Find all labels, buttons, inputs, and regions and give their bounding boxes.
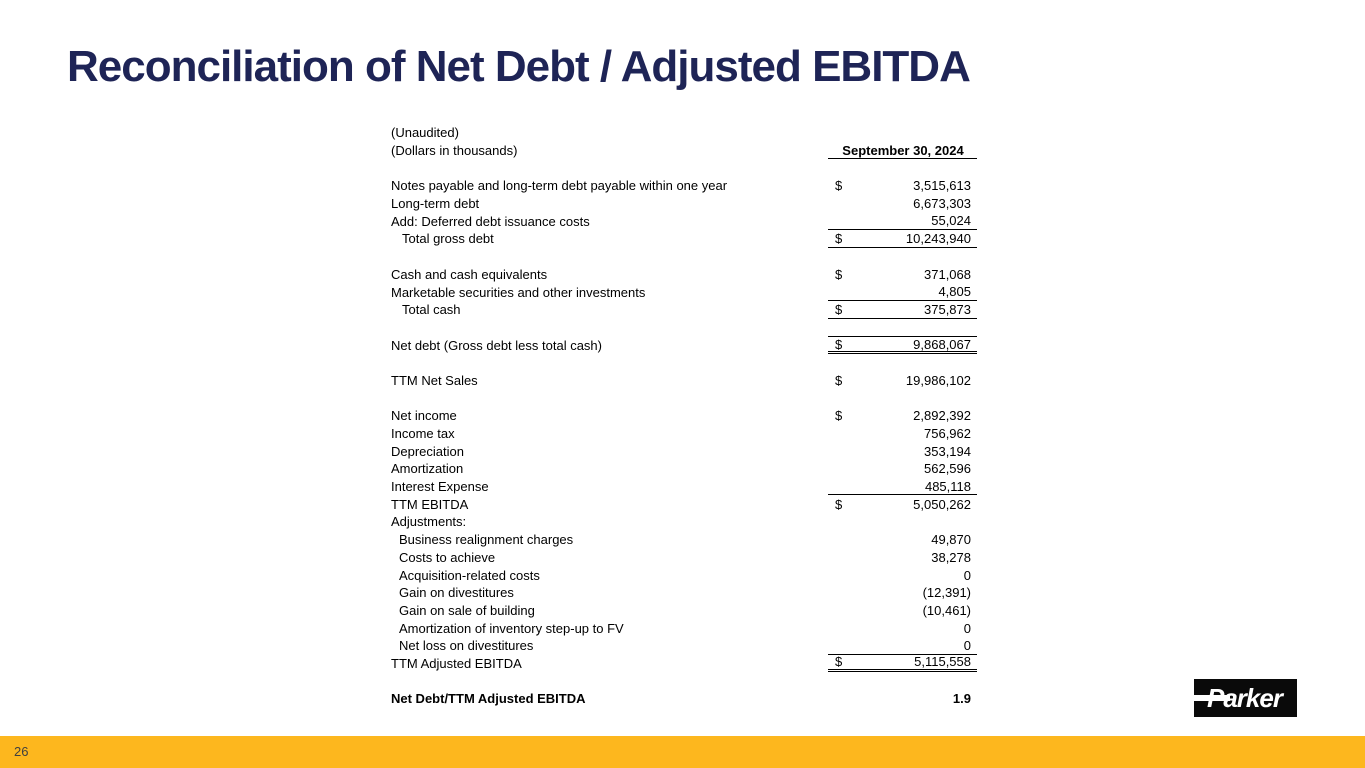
row-label: Total cash: [402, 302, 461, 318]
table-row: [391, 478, 977, 496]
row-label: Acquisition-related costs: [399, 567, 540, 583]
row-label: Net Debt/TTM Adjusted EBITDA: [391, 691, 586, 707]
table-row: [391, 460, 977, 478]
row-value-cell: [828, 637, 977, 655]
row-value-cell: [828, 212, 977, 230]
row-value-cell: [828, 177, 977, 195]
table-row: [391, 177, 977, 195]
dollar-sign: $: [835, 372, 843, 388]
row-value: 375,873: [924, 301, 971, 317]
parker-logo: [1194, 679, 1297, 717]
row-label: Business realignment charges: [399, 532, 574, 548]
row-label: Adjustments:: [391, 514, 467, 530]
row-value: 0: [963, 637, 971, 653]
row-label: Gain on sale of building: [399, 602, 535, 618]
row-label: Long-term debt: [391, 196, 480, 212]
row-label: Total gross debt: [402, 231, 494, 247]
footer-bar: [0, 736, 1365, 768]
table-row: [391, 495, 977, 513]
page-number: 26: [14, 744, 29, 759]
row-value: 19,986,102: [905, 372, 971, 388]
parker-logo-text: Parker: [1207, 683, 1282, 713]
table-spacer-row: [391, 672, 977, 690]
table-row: [391, 690, 977, 708]
row-value-cell: [828, 301, 977, 319]
reconciliation-table: [391, 124, 977, 708]
row-label: Depreciation: [391, 443, 464, 459]
table-row: [391, 566, 977, 584]
row-value: 353,194: [924, 443, 971, 459]
row-value-cell: [828, 531, 977, 549]
table-row: [391, 142, 977, 160]
row-value-cell: [828, 566, 977, 584]
table-spacer-row: [391, 248, 977, 266]
row-value: 756,962: [924, 426, 971, 442]
row-value-cell: [828, 690, 977, 708]
row-value: 10,243,940: [905, 230, 971, 246]
row-value: (10,461): [922, 602, 971, 618]
table-row: [391, 212, 977, 230]
row-value: 371,068: [924, 266, 971, 282]
row-value-cell: [828, 283, 977, 301]
page-title: Reconciliation of Net Debt / Adjusted EBITDA: [67, 42, 970, 91]
table-row: [391, 195, 977, 213]
dollar-sign: $: [835, 230, 843, 246]
row-label: (Dollars in thousands): [391, 143, 518, 159]
table-row: [391, 283, 977, 301]
row-value-cell: [828, 460, 977, 478]
row-label: Gain on divestitures: [399, 585, 514, 601]
dollar-sign: $: [835, 178, 843, 194]
row-value: 562,596: [924, 461, 971, 477]
table-row: [391, 124, 977, 142]
table-row: [391, 637, 977, 655]
row-value: 485,118: [924, 478, 971, 494]
table-row: [391, 584, 977, 602]
row-label: TTM Adjusted EBITDA: [391, 655, 522, 671]
row-value-cell: [828, 549, 977, 567]
row-value-cell: [828, 619, 977, 637]
row-label: Cash and cash equivalents: [391, 266, 548, 282]
table-spacer-row: [391, 389, 977, 407]
row-label: Costs to achieve: [399, 549, 496, 565]
row-value: 0: [963, 567, 971, 583]
row-value-cell: [828, 230, 977, 248]
table-spacer-row: [391, 319, 977, 337]
row-value: 49,870: [931, 532, 971, 548]
row-value: 5,050,262: [913, 496, 971, 512]
column-header: September 30, 2024: [828, 142, 977, 160]
row-label: TTM EBITDA: [391, 496, 469, 512]
dollar-sign: $: [835, 266, 843, 282]
dollar-sign: $: [835, 496, 843, 512]
row-value-cell: [828, 478, 977, 496]
row-value: 1.9: [952, 691, 971, 707]
row-value-cell: [828, 124, 977, 142]
row-value: 9,868,067: [913, 336, 971, 352]
row-value: 38,278: [931, 549, 971, 565]
dollar-sign: $: [835, 336, 843, 352]
dollar-sign: $: [835, 301, 843, 317]
row-value-cell: [828, 407, 977, 425]
row-label: Net income: [391, 408, 457, 424]
table-row: [391, 301, 977, 319]
table-row: [391, 513, 977, 531]
row-value: 3,515,613: [913, 178, 971, 194]
table-row: [391, 230, 977, 248]
row-value: 2,892,392: [913, 408, 971, 424]
row-value: 55,024: [931, 213, 971, 229]
row-value-cell: [828, 513, 977, 531]
row-value-cell: [828, 266, 977, 284]
row-label: Net loss on divestitures: [399, 638, 534, 654]
table-row: [391, 407, 977, 425]
row-label: Amortization of inventory step-up to FV: [399, 620, 624, 636]
row-value: 4,805: [938, 284, 971, 300]
table-row: [391, 619, 977, 637]
row-label: Income tax: [391, 426, 455, 442]
dollar-sign: $: [835, 408, 843, 424]
row-label: Marketable securities and other investments: [391, 284, 646, 300]
row-label: Interest Expense: [391, 479, 489, 495]
row-value-cell: [828, 195, 977, 213]
row-label: Add: Deferred debt issuance costs: [391, 213, 590, 229]
row-value-cell: [828, 442, 977, 460]
table-spacer-row: [391, 159, 977, 177]
row-value: 0: [963, 620, 971, 636]
table-row: [391, 372, 977, 390]
dollar-sign: $: [835, 654, 843, 670]
table-row: [391, 442, 977, 460]
row-value-cell: [828, 372, 977, 390]
row-value: 5,115,558: [914, 654, 971, 670]
table-row: [391, 531, 977, 549]
table-row: [391, 655, 977, 673]
table-row: [391, 602, 977, 620]
row-value: (12,391): [922, 585, 971, 601]
table-row: [391, 549, 977, 567]
row-value-cell: [828, 655, 977, 673]
row-value-cell: [828, 425, 977, 443]
table-row: [391, 425, 977, 443]
row-label: Notes payable and long-term debt payable within one year: [391, 178, 728, 194]
table-row: [391, 336, 977, 354]
row-label: Net debt (Gross debt less total cash): [391, 337, 602, 353]
row-label: (Unaudited): [391, 125, 459, 141]
table-spacer-row: [391, 354, 977, 372]
row-value-cell: [828, 495, 977, 513]
row-value-cell: [828, 602, 977, 620]
row-value: 6,673,303: [913, 196, 971, 212]
row-label: Amortization: [391, 461, 464, 477]
row-label: TTM Net Sales: [391, 372, 478, 388]
row-value-cell: [828, 336, 977, 354]
table-row: [391, 266, 977, 284]
row-value-cell: [828, 584, 977, 602]
